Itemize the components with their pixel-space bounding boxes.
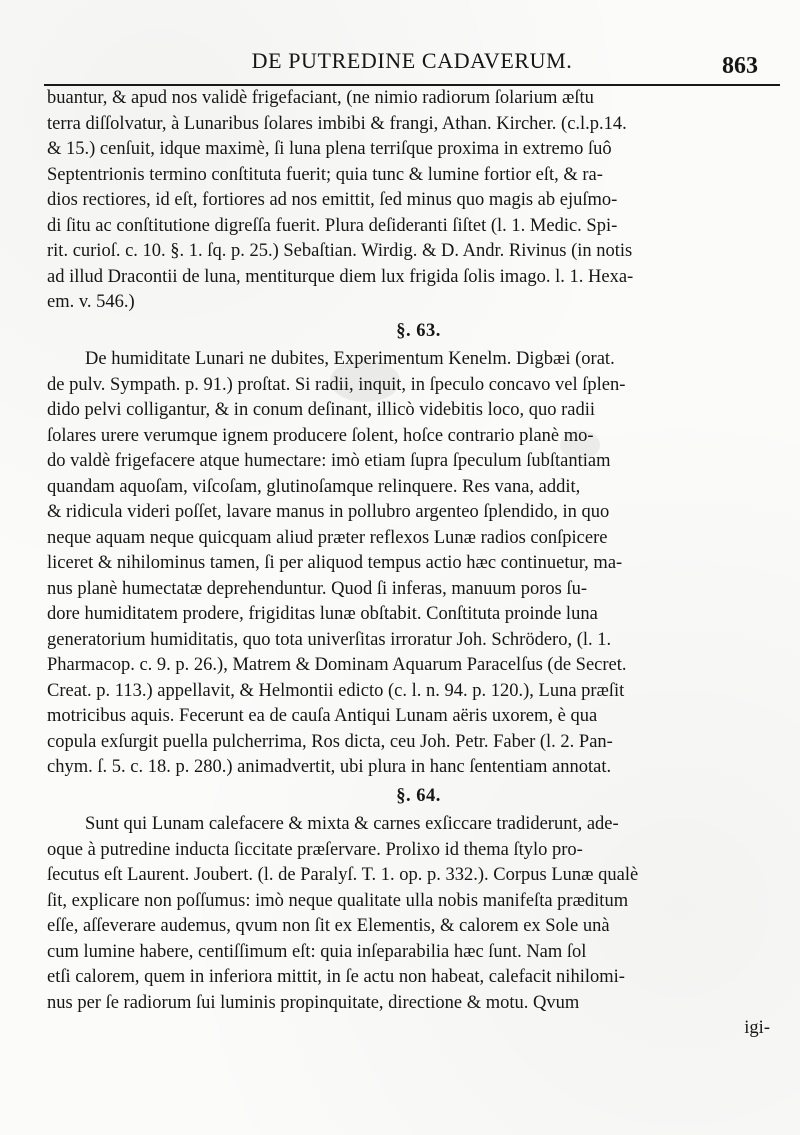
text-line: di ſitu ac conſtitutione digreſſa fuerit. Plura deſideranti ſiſtet (l. 1. Medic. Spi- <box>47 215 618 236</box>
text-line: copula exſurgit puella pulcherrima, Ros dicta, ceu Joh. Petr. Faber (l. 2. Pan- <box>47 731 613 752</box>
page-header <box>44 48 780 84</box>
text-line: dios rectiores, id eſt, fortiores ad nos emittit, ſed minus quo magis ab ejuſmo- <box>47 190 618 210</box>
text-line: terra diſſolvatur, à Lunaribus ſolares imbibi & frangi, Athan. Kircher. (c.l.p.14. <box>47 113 627 134</box>
text-line: ſecutus eſt Laurent. Joubert. (l. de Paralyſ. T. 1. op. p. 332.). Corpus Lunæ qualè <box>47 865 639 885</box>
text-line: etſi calorem, quem in inferiora mittit, in ſe actu non habeat, calefacit nihilomi- <box>47 967 625 987</box>
text-line: ad illud Dracontii de luna, mentiturque diem lux frigida ſolis imago. l. 1. Hexa- <box>47 266 634 287</box>
running-head: DE PUTREDINE CADAVERUM. <box>251 48 573 73</box>
text-line: ſolares urere verumque ignem producere ſolent, hoſce contrario planè mo- <box>47 425 594 446</box>
page-number: 863 <box>722 53 758 79</box>
text-line: & ridicula videri poſſet, lavare manus in pollubro argenteo ſplendido, in quo <box>47 502 610 522</box>
paragraph-64 <box>47 812 790 1042</box>
text-line: & 15.) cenſuit, idque maximè, ſi luna plena terriſque proxima in extremo ſuô <box>47 139 612 159</box>
page-body <box>47 86 790 1042</box>
text-line: dido pelvi colligantur, & in conum deſinant, illicò videbitis loco, quo radii <box>47 400 595 420</box>
text-line: dore humiditatem prodere, frigiditas lunæ obſtabit. Conſtituta proinde luna <box>47 604 598 624</box>
text-line: do valdè frigefacere atque humectare: imò etiam ſupra ſpeculum ſubſtantiam <box>47 451 611 471</box>
text-line: buantur, & apud nos validè frigefaciant, (ne nimio radiorum ſolarium æſtu <box>47 88 594 108</box>
text-line: Septentrionis termino conſtituta fuerit; quia tunc & lumine fortior eſt, & ra- <box>47 164 603 185</box>
text-line: chym. ſ. 5. c. 18. p. 280.) animadvertit, ubi plura in hanc ſententiam annotat. <box>47 757 612 777</box>
section-heading-63: §. 63. <box>396 320 441 341</box>
text-line: de pulv. Sympath. p. 91.) proſtat. Si radii, inquit, in ſpeculo concavo vel ſplen- <box>47 374 626 395</box>
paragraph-63 <box>47 347 790 781</box>
text-line: neque aquam neque quicquam aliud præter reflexos Lunæ radios conſpicere <box>47 527 608 548</box>
text-line: Pharmacop. c. 9. p. 26.), Matrem & Dominam Aquarum Paracelſus (de Secret. <box>47 655 627 675</box>
text-line: Creat. p. 113.) appellavit, & Helmontii edicto (c. l. n. 94. p. 120.), Luna præſit <box>47 680 625 701</box>
catchword: igi- <box>744 1018 770 1038</box>
text-line: Sunt qui Lunam calefacere & mixta & carnes exſiccare tradiderunt, ade- <box>85 814 619 834</box>
text-line: nus per ſe radiorum ſui luminis propinquitate, directione & motu. Qvum <box>47 992 580 1013</box>
text-line: nus planè humectatæ deprehenduntur. Quod ſi inferas, manuum poros ſu- <box>47 578 587 599</box>
text-line: motricibus aquis. Fecerunt ea de cauſa Antiqui Lunam aëris uxorem, è qua <box>47 706 598 726</box>
text-line: cum lumine habere, centiſſimum eſt: quia inſeparabilia hæc ſunt. Nam ſol <box>47 941 587 962</box>
text-line: quandam aquoſam, viſcoſam, glutinoſamque relinquere. Res vana, addit, <box>47 476 581 497</box>
text-line: oque à putredine inducta ſiccitate præſervare. Prolixo id thema ſtylo pro- <box>47 839 583 860</box>
text-line: generatorium humiditatis, quo tota univerſitas irroratur Joh. Schrödero, (l. 1. <box>47 629 612 650</box>
section-heading-64: §. 64. <box>396 785 441 806</box>
text-line: ſit, explicare non poſſumus: imò neque qualitate ulla nobis manifeſta præditum <box>47 890 629 911</box>
text-line: em. v. 546.) <box>47 292 135 312</box>
text-line: rit. curioſ. c. 10. §. 1. ſq. p. 25.) Sebaſtian. Wirdig. & D. Andr. Rivinus (in notis <box>47 241 633 261</box>
text-line: liceret & nihilominus tamen, ſi per aliquod tempus actio hæc continuetur, ma- <box>47 553 623 573</box>
text-line: eſſe, aſſeverare audemus, qvum non ſit ex Elementis, & calorem ex Sole unà <box>47 916 610 936</box>
text-line: De humiditate Lunari ne dubites, Experimentum Kenelm. Digbæi (orat. <box>85 349 615 369</box>
opening-paragraph <box>47 86 790 316</box>
